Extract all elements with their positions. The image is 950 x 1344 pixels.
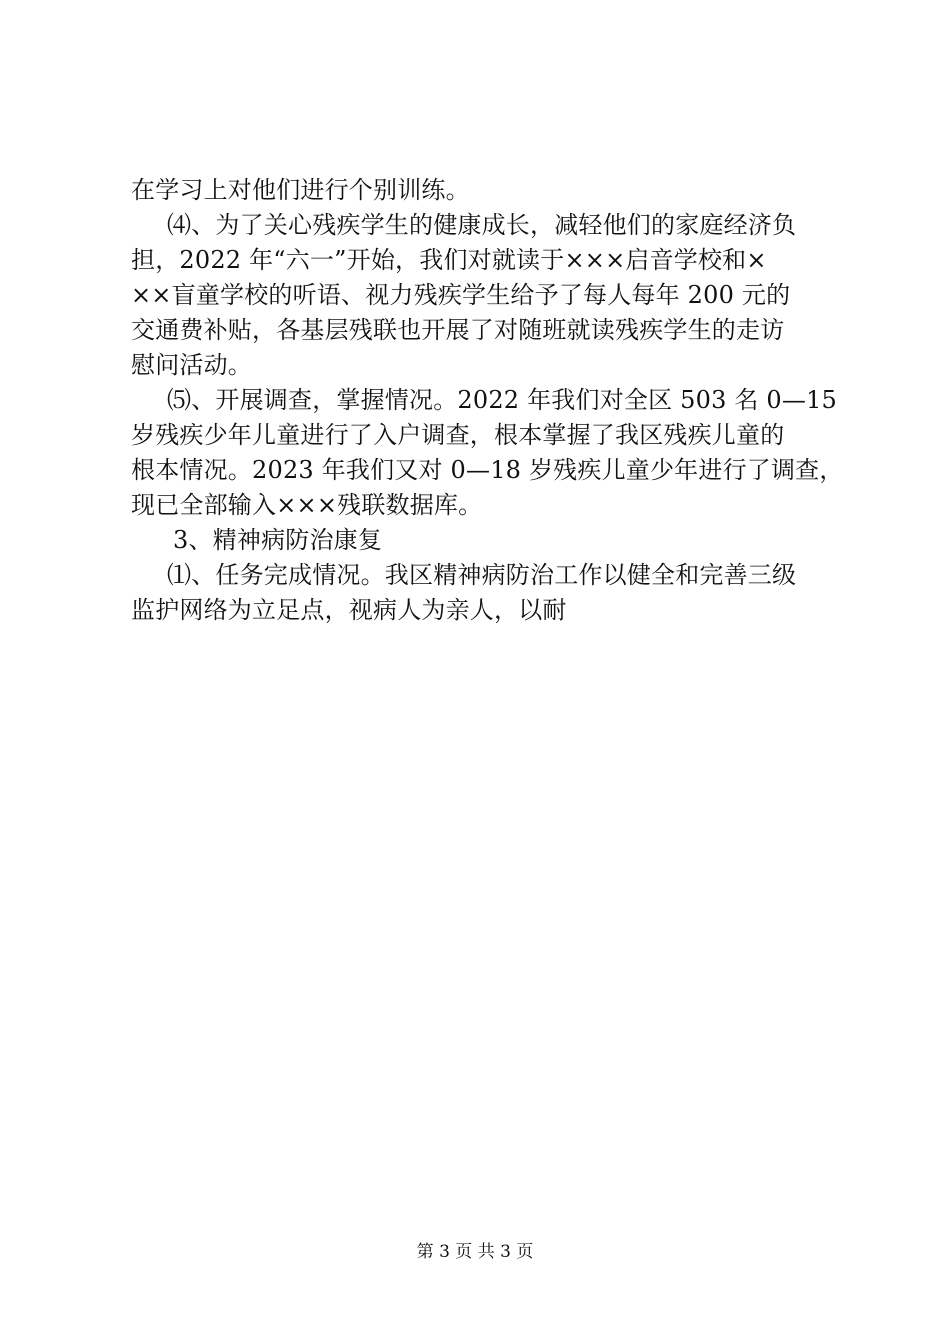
text-line: 担，2022 年“六一”开始，我们对就读于×××启音学校和× (131, 246, 767, 274)
paragraph-1-start: ⑴、任务完成情况。我区精神病防治工作以健全和完善三级 (167, 561, 797, 589)
text-line: 根本情况。2023 年我们又对 0—18 岁残疾儿童少年进行了调查， (131, 456, 844, 484)
paragraph-5-start: ⑸、开展调查，掌握情况。2022 年我们对全区 503 名 0—15 (167, 386, 838, 414)
text-line: ××盲童学校的听语、视力残疾学生给予了每人每年 200 元的 (131, 281, 791, 309)
text-line: 在学习上对他们进行个别训练。 (131, 176, 470, 204)
text-line: 岁残疾少年儿童进行了入户调查，根本掌握了我区残疾儿童的 (131, 421, 785, 449)
paragraph-4-start: ⑷、为了关心残疾学生的健康成长，减轻他们的家庭经济负 (167, 211, 797, 239)
document-body (131, 173, 844, 628)
page-number-footer: 第 3 页 共 3 页 (416, 1242, 534, 1262)
text-line: 监护网络为立足点，视病人为亲人，以耐 (131, 596, 567, 624)
text-line: 现已全部输入×××残联数据库。 (131, 491, 483, 519)
text-line: 慰问活动。 (131, 351, 252, 379)
section-heading: 3、精神病防治康复 (173, 526, 383, 554)
text-line: 交通费补贴，各基层残联也开展了对随班就读残疾学生的走访 (131, 316, 785, 344)
